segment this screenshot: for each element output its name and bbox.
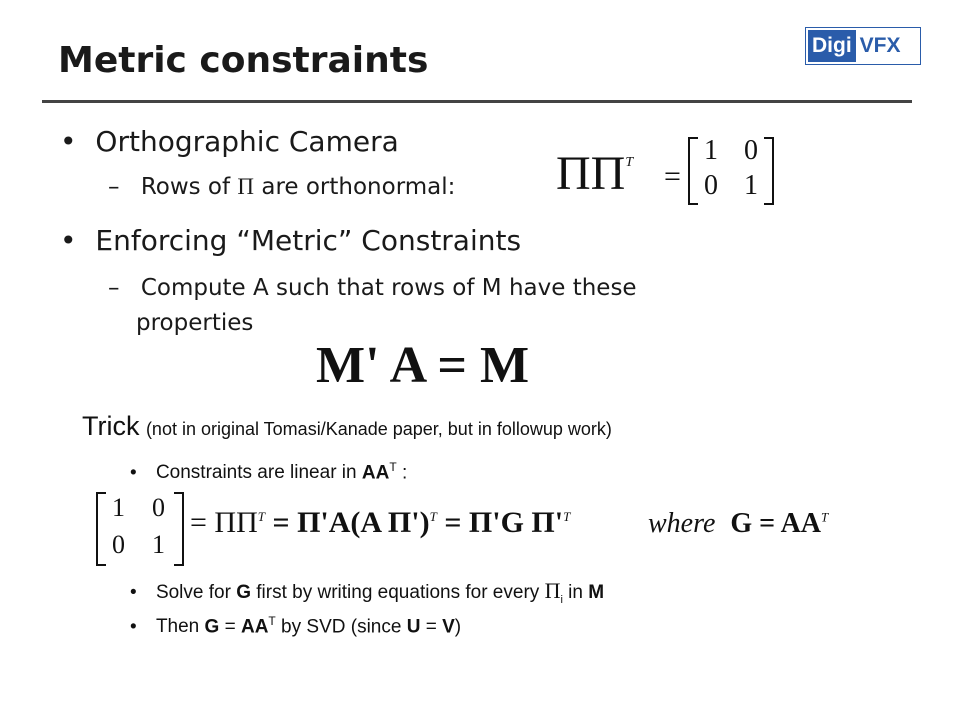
bold-U: U [406, 616, 421, 638]
eq1-m11: 1 [704, 135, 718, 166]
trick-word: Trick [82, 411, 140, 441]
sup-T: T [268, 614, 276, 628]
bold-M: M [588, 582, 605, 603]
sub-bullet-line2: properties [136, 310, 254, 336]
bullet-dot: • [60, 125, 77, 158]
eq3-where-clause [648, 508, 828, 540]
bold-AA: AA [240, 616, 269, 638]
eq3-left-bracket [96, 492, 106, 566]
pi-symbol: Π [544, 578, 561, 603]
bold-V: V [442, 616, 455, 638]
trick-bullet-linear [130, 460, 407, 484]
dash: – [108, 174, 120, 200]
eq3-right-bracket [174, 492, 184, 566]
bullet-dot: • [60, 224, 77, 257]
bullet-text: Orthographic Camera [95, 125, 399, 158]
bullet-dot: • [130, 582, 137, 603]
eq3-m22: 1 [152, 530, 165, 559]
bold-AA: AA [361, 462, 390, 484]
text-pre: Constraints are linear in [155, 462, 362, 484]
title-underline [42, 100, 912, 103]
text-eq2: = [420, 616, 443, 638]
text-post: : [396, 462, 408, 484]
bullet-enforcing-metric [60, 224, 521, 257]
eq1-left-bracket [688, 137, 698, 205]
eq3-part3: = Π'G Π' [444, 506, 564, 539]
trick-line [82, 411, 612, 442]
text-pre: Then [155, 616, 205, 638]
eq2: M' A = M [316, 337, 530, 394]
eq3-m11: 1 [112, 493, 125, 522]
where-sup: T [821, 509, 829, 525]
slide-title: Metric constraints [58, 40, 429, 81]
eq1-m12: 0 [744, 135, 758, 166]
digivfx-logo [806, 28, 920, 64]
text-mid: such that rows of [268, 275, 482, 301]
text-pre: Compute [140, 275, 254, 301]
text-post: are orthonormal: [254, 174, 456, 200]
sub-bullet-rows-orthonormal [108, 174, 455, 200]
bullet-dot: • [130, 616, 137, 638]
text-eq: = [219, 616, 241, 638]
eq3-m12: 0 [152, 493, 165, 522]
sub-bullet-compute-a [108, 275, 637, 301]
text-in: in [562, 582, 589, 603]
trick-bullet-solve-g [130, 578, 604, 606]
logo-part-vfx: VFX [856, 30, 905, 62]
where-body: G = AA [730, 508, 822, 539]
trick-bullet-svd [130, 614, 461, 638]
eq1-lhs [556, 146, 633, 201]
bold-G: G [204, 616, 220, 638]
text-end: ) [454, 616, 462, 638]
eq1-m22: 1 [744, 170, 758, 201]
pi-symbol: Π [237, 174, 255, 199]
eq1-pipi: ΠΠ [556, 147, 626, 200]
text-pre: Solve for [155, 582, 237, 603]
logo-part-digi: Digi [808, 30, 856, 62]
eq1-sup: T [625, 155, 634, 170]
bullet-dot: • [130, 462, 137, 484]
eq1-right-bracket [764, 137, 774, 205]
text-pre: Rows of [140, 174, 238, 200]
bold-G: G [236, 582, 251, 603]
bullet-text: Enforcing “Metric” Constraints [95, 224, 522, 257]
bold-A: A [253, 275, 269, 301]
where-word: where [648, 508, 716, 539]
eq1-m21: 0 [704, 170, 718, 201]
eq3-part1: = ΠΠ [190, 506, 258, 539]
eq3-sup1: T [257, 509, 265, 524]
text-mid: first by writing equations for every [250, 582, 545, 603]
bold-M: M [481, 275, 502, 301]
trick-note: (not in original Tomasi/Kanade paper, but in followup work) [145, 419, 612, 439]
dash: – [108, 275, 120, 301]
text-post: have these [501, 275, 637, 301]
sub-i: i [560, 593, 563, 606]
text-mid: by SVD (since [275, 616, 407, 638]
sup-T: T [389, 460, 397, 474]
eq3-m21: 0 [112, 530, 125, 559]
eq3-sup2: T [429, 509, 437, 524]
eq3-chain [190, 506, 570, 540]
eq1-equals: = [664, 160, 681, 193]
bullet-orthographic-camera [60, 125, 399, 158]
eq3-sup3: T [563, 509, 571, 524]
eq3-part2: = Π'A(A Π') [272, 506, 430, 539]
